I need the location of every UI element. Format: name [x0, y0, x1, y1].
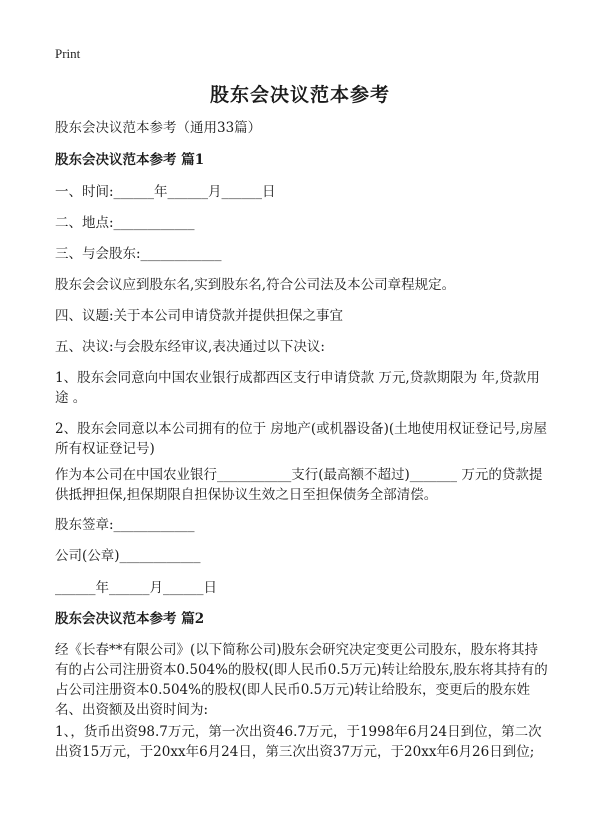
document-title: 股东会决议范本参考 — [209, 84, 390, 106]
company-seal-line: 公司(公章)____________ — [55, 548, 201, 564]
agenda-line: 四、议题:关于本公司申请贷款并提供担保之事宜 — [55, 308, 344, 324]
equity-transfer-paragraph: 经《长春**有限公司》(以下简称公司)股东会研究决定变更公司股东，股东将其持有的占公司注册资本0.504%的股权(即人民币0.5万元)转让给股东,股东将其持有的占公司注册资本0.504%的股权(即人民币0.5万元)转让给股东，变更后的股东姓名、出资额及出资时间为: — [55, 642, 548, 718]
resolution-item-1: 1、股东会同意向中国农业银行成都西区支行申请贷款 万元,贷款期限为 年,贷款用途 。 — [55, 370, 540, 406]
document-subtitle: 股东会决议范本参考（通用33篇） — [55, 120, 262, 136]
quorum-line: 股东会会议应到股东名,实到股东名,符合公司法及本公司章程规定。 — [55, 277, 456, 293]
guarantee-paragraph: 作为本公司在中国农业银行___________支行(最高额不超过)_______ 万元的贷款提供抵押担保,担保期限自担保协议生效之日至担保债务全部清偿。 — [55, 467, 543, 503]
shareholder-signature-line: 股东签章:____________ — [55, 517, 195, 533]
resolution-item-2: 2、股东会同意以本公司拥有的位于 房地产(或机器设备)(土地使用权证登记号,房屋所有权证登记号) — [55, 421, 547, 457]
signing-date-line: ______年______月______日 — [55, 580, 217, 596]
capital-contribution-paragraph: 1、，货币出资98.7万元，第一次出资46.7万元，于1998年6月24日到位，第二次出资15万元，于20xx年6月24日，第三次出资37万元，于20xx年6月26日到位; — [55, 724, 542, 760]
attendees-line: 三、与会股东:____________ — [55, 246, 222, 262]
print-link[interactable]: Print — [55, 46, 81, 61]
section-heading-2: 股东会决议范本参考 篇2 — [55, 611, 205, 627]
meeting-place-line: 二、地点:____________ — [55, 215, 195, 231]
section-heading-1: 股东会决议范本参考 篇1 — [55, 152, 205, 168]
meeting-time-line: 一、时间:______年______月______日 — [55, 184, 276, 200]
resolution-line: 五、决议:与会股东经审议,表决通过以下决议: — [55, 339, 325, 355]
